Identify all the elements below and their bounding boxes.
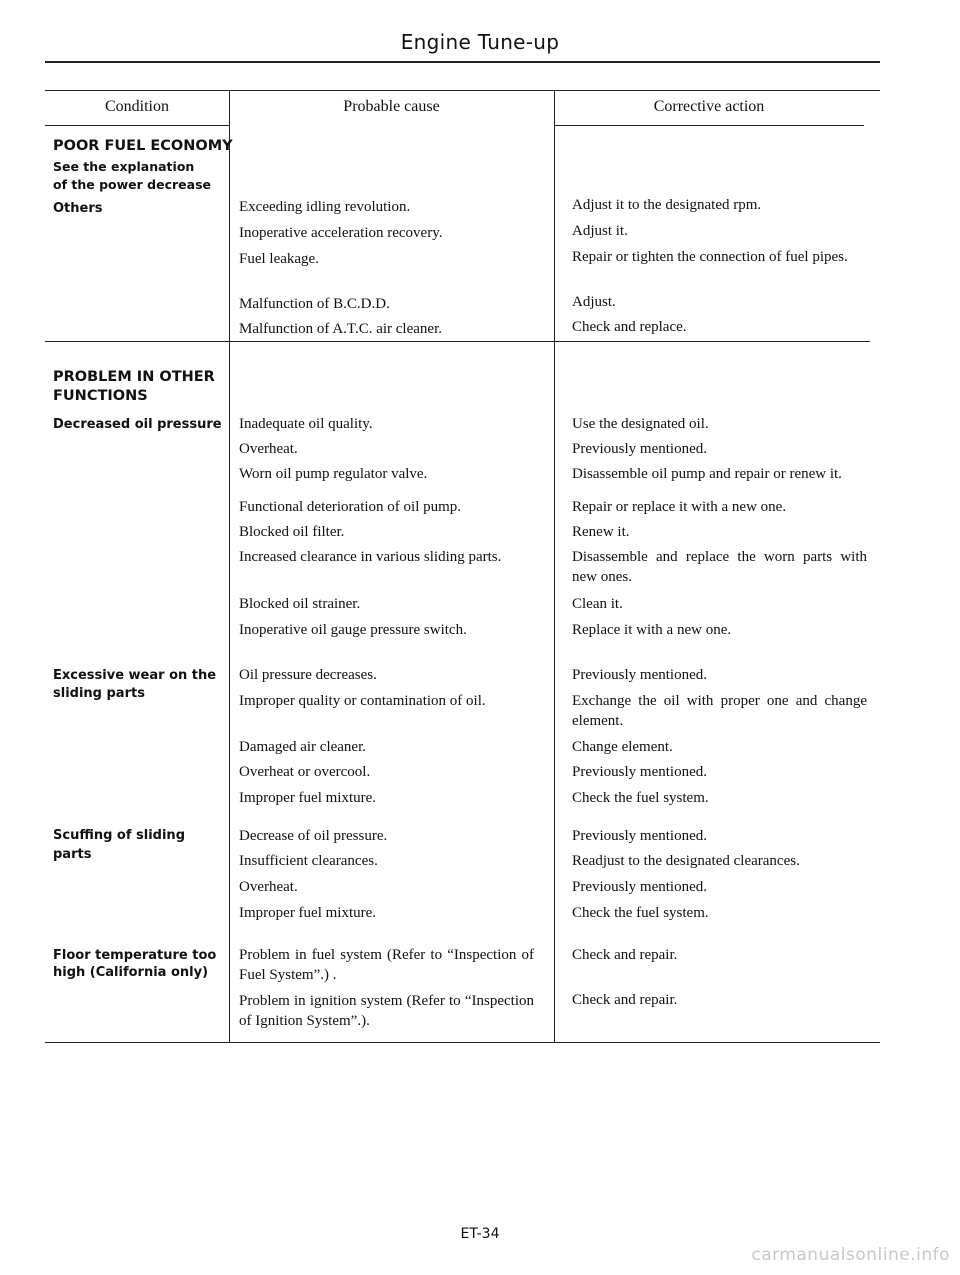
action-text: Adjust it. [572, 223, 628, 239]
action-text: Check and replace. [572, 319, 687, 335]
cause-text: Inoperative acceleration recovery. [239, 225, 443, 241]
action-text: Replace it with a new one. [572, 622, 732, 638]
action-text: Exchange the oil with proper one and change element. [572, 693, 867, 729]
cause-text: Improper fuel mixture. [239, 905, 377, 921]
action-text: Check and repair. [572, 947, 678, 963]
cause-text: Malfunction of A.T.C. air cleaner. [239, 321, 442, 337]
column-divider-1 [229, 90, 230, 1042]
cause-text: Overheat. [239, 441, 298, 457]
condition-floor-temp-line1: Floor temperature too [53, 948, 217, 963]
condition-excessive-wear-line2: sliding parts [53, 686, 145, 701]
section-divider [45, 341, 870, 342]
cause-text: Overheat or overcool. [239, 764, 371, 780]
action-text: Clean it. [572, 596, 623, 612]
action-text: Change element. [572, 739, 673, 755]
cause-text: Worn oil pump regulator valve. [239, 466, 428, 482]
column-header-action: Corrective action [653, 98, 765, 115]
condition-floor-temp-line2: high (California only) [53, 965, 209, 980]
action-header-rule [554, 125, 864, 126]
condition-excessive-wear-line1: Excessive wear on the [53, 668, 217, 683]
cause-text: Inadequate oil quality. [239, 416, 373, 432]
cause-text: Malfunction of B.C.D.D. [239, 296, 390, 312]
cause-text: Exceeding idling revolution. [239, 199, 411, 215]
action-text: Repair or tighten the connection of fuel pipes. [572, 249, 848, 265]
cause-text: Blocked oil filter. [239, 524, 345, 540]
page-number: ET-34 [460, 1226, 500, 1242]
cause-text: Functional deterioration of oil pump. [239, 499, 462, 515]
cause-text: Fuel leakage. [239, 251, 319, 267]
table-top-rule [45, 90, 880, 91]
cause-text: Problem in fuel system (Refer to “Inspection of Fuel System”.) . [239, 947, 534, 983]
watermark: carmanualsonline.info [751, 1245, 950, 1265]
action-text: Check the fuel system. [572, 905, 709, 921]
section-heading-other-functions-line1: PROBLEM IN OTHER [53, 369, 215, 385]
action-text: Check and repair. [572, 992, 678, 1008]
cause-text: Insufficient clearances. [239, 853, 378, 869]
condition-decreased-oil-pressure: Decreased oil pressure [53, 417, 222, 432]
condition-scuffing-line1: Scuffing of sliding [53, 828, 185, 843]
column-header-condition: Condition [104, 98, 169, 115]
cause-text: Overheat. [239, 879, 298, 895]
condition-header-rule [45, 125, 229, 126]
action-text: Repair or replace it with a new one. [572, 499, 787, 515]
section-heading-poor-fuel-economy: POOR FUEL ECONOMY [53, 138, 233, 154]
action-text: Readjust to the designated clearances. [572, 853, 800, 869]
cause-text: Inoperative oil gauge pressure switch. [239, 622, 467, 638]
action-text: Previously mentioned. [572, 667, 707, 683]
table-bottom-rule [45, 1042, 880, 1043]
action-text: Use the designated oil. [572, 416, 709, 432]
condition-note-line1: See the explanation [53, 159, 195, 174]
action-text: Previously mentioned. [572, 441, 707, 457]
action-text: Check the fuel system. [572, 790, 709, 806]
cause-text: Damaged air cleaner. [239, 739, 367, 755]
action-text: Previously mentioned. [572, 879, 707, 895]
cause-text: Improper quality or contamination of oil. [239, 693, 486, 709]
cause-text: Blocked oil strainer. [239, 596, 361, 612]
cause-text: Problem in ignition system (Refer to “Inspection of Ignition System”.). [239, 993, 534, 1029]
action-text: Renew it. [572, 524, 630, 540]
action-text: Adjust it to the designated rpm. [572, 197, 762, 213]
condition-note-line2: of the power decrease [53, 177, 211, 192]
action-text: Disassemble and replace the worn parts with new ones. [572, 549, 867, 585]
action-text: Previously mentioned. [572, 764, 707, 780]
header-rule [45, 61, 880, 63]
cause-text: Improper fuel mixture. [239, 790, 377, 806]
column-header-cause: Probable cause [343, 98, 440, 115]
action-text: Previously mentioned. [572, 828, 707, 844]
condition-others: Others [53, 201, 103, 216]
section-heading-other-functions-line2: FUNCTIONS [53, 388, 148, 404]
cause-text: Decrease of oil pressure. [239, 828, 388, 844]
action-text: Disassemble oil pump and repair or renew it. [572, 466, 842, 482]
page-title: Engine Tune-up [400, 30, 560, 54]
action-text: Adjust. [572, 294, 616, 310]
column-divider-2 [554, 90, 555, 1042]
cause-text: Oil pressure decreases. [239, 667, 377, 683]
condition-scuffing-line2: parts [53, 847, 92, 862]
cause-text: Increased clearance in various sliding parts. [239, 549, 502, 565]
